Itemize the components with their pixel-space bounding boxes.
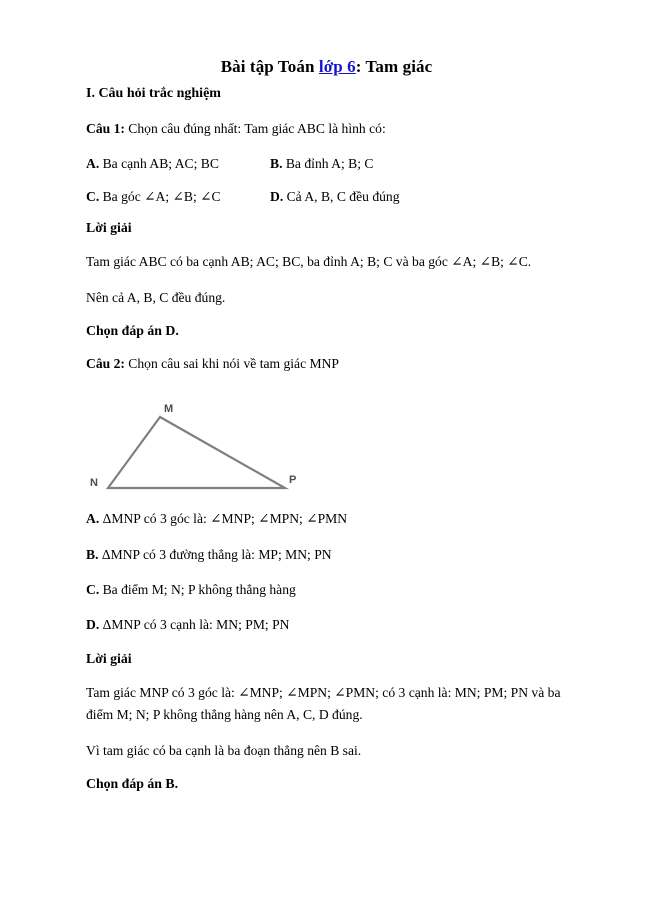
question-2-option-a[interactable] (86, 509, 572, 529)
question-2-option-b[interactable] (86, 545, 572, 565)
question-1-solution-paragraph: Tam giác ABC có ba cạnh AB; AC; BC, ba đỉnh A; B; C và ba góc ∠A; ∠B; ∠C. (86, 253, 532, 269)
document-body (86, 86, 572, 807)
option-d-text: ΔMNP có 3 cạnh là: MN; PM; PN (99, 617, 290, 633)
option-a-key: A. (86, 511, 100, 527)
option-b-text: Ba đỉnh A; B; C (282, 155, 374, 171)
page-title-suffix: : Tam giác (355, 57, 433, 77)
option-d-text: Cả A, B, C đều đúng (283, 188, 400, 204)
question-1-solution-conclusion: Nên cả A, B, C đều đúng. (86, 289, 226, 305)
option-a-text: Ba cạnh AB; AC; BC (99, 155, 219, 171)
option-b-text: ΔMNP có 3 đường thẳng là: MP; MN; PN (98, 546, 332, 562)
question-1-option-c[interactable] (86, 187, 221, 207)
question-2-solution-heading: Lời giải (86, 650, 132, 666)
question-1-prompt (86, 119, 572, 139)
question-2-solution-reason: Vì tam giác có ba cạnh là ba đoạn thẳng nên B sai. (86, 742, 362, 758)
lop-6-link[interactable]: lớp 6 (318, 57, 356, 77)
option-b-key: B. (270, 155, 283, 171)
question-1-solution-heading: Lời giải (86, 219, 132, 235)
vertex-label-P: P (289, 474, 297, 487)
page-title (0, 57, 653, 77)
option-b-key: B. (86, 546, 99, 562)
option-a-text: ΔMNP có 3 góc là: ∠MNP; ∠MPN; ∠PMN (99, 511, 348, 527)
question-1-label: Câu 1: (86, 121, 125, 136)
vertex-label-M: M (164, 403, 174, 416)
question-1-options-row-1 (86, 154, 572, 173)
question-2-answer: Chọn đáp án B. (86, 775, 179, 791)
option-c-text: Ba góc ∠A; ∠B; ∠C (99, 188, 221, 204)
question-2-label: Câu 2: (86, 355, 125, 371)
question-1-option-d[interactable] (270, 187, 400, 207)
option-d-key: D. (86, 617, 100, 633)
option-c-key: C. (86, 582, 100, 598)
question-2-option-c[interactable] (86, 580, 572, 600)
page-title-prefix: Bài tập Toán (220, 57, 319, 77)
question-1-option-b[interactable] (270, 154, 373, 174)
question-1-options-row-2 (86, 187, 572, 206)
question-2-text: Chọn câu sai khi nói về tam giác MNP (124, 355, 339, 371)
triangle-mnp-figure (86, 387, 572, 495)
option-c-text: Ba điểm M; N; P không thẳng hàng (99, 582, 296, 598)
option-a-key: A. (86, 155, 100, 171)
vertex-label-N: N (90, 477, 98, 490)
option-d-key: D. (270, 188, 284, 204)
question-1-answer: Chọn đáp án D. (86, 322, 179, 338)
section-heading-trac-nghiem: I. Câu hỏi trắc nghiệm (86, 86, 221, 101)
option-c-key: C. (86, 188, 100, 204)
triangle-mnp-svg (86, 387, 572, 495)
triangle-outline (108, 417, 285, 488)
question-2-solution-paragraph: Tam giác MNP có 3 góc là: ∠MNP; ∠MPN; ∠PMN; có 3 cạnh là: MN; PM; PN và ba điểm M; N; P không thẳng hàng nên A, C, D đúng. (86, 684, 561, 722)
question-1-option-a[interactable] (86, 154, 219, 174)
question-1-text: Chọn câu đúng nhất: Tam giác ABC là hình có: (124, 121, 386, 136)
question-2-option-d[interactable] (86, 615, 572, 635)
question-2-prompt (86, 354, 572, 374)
